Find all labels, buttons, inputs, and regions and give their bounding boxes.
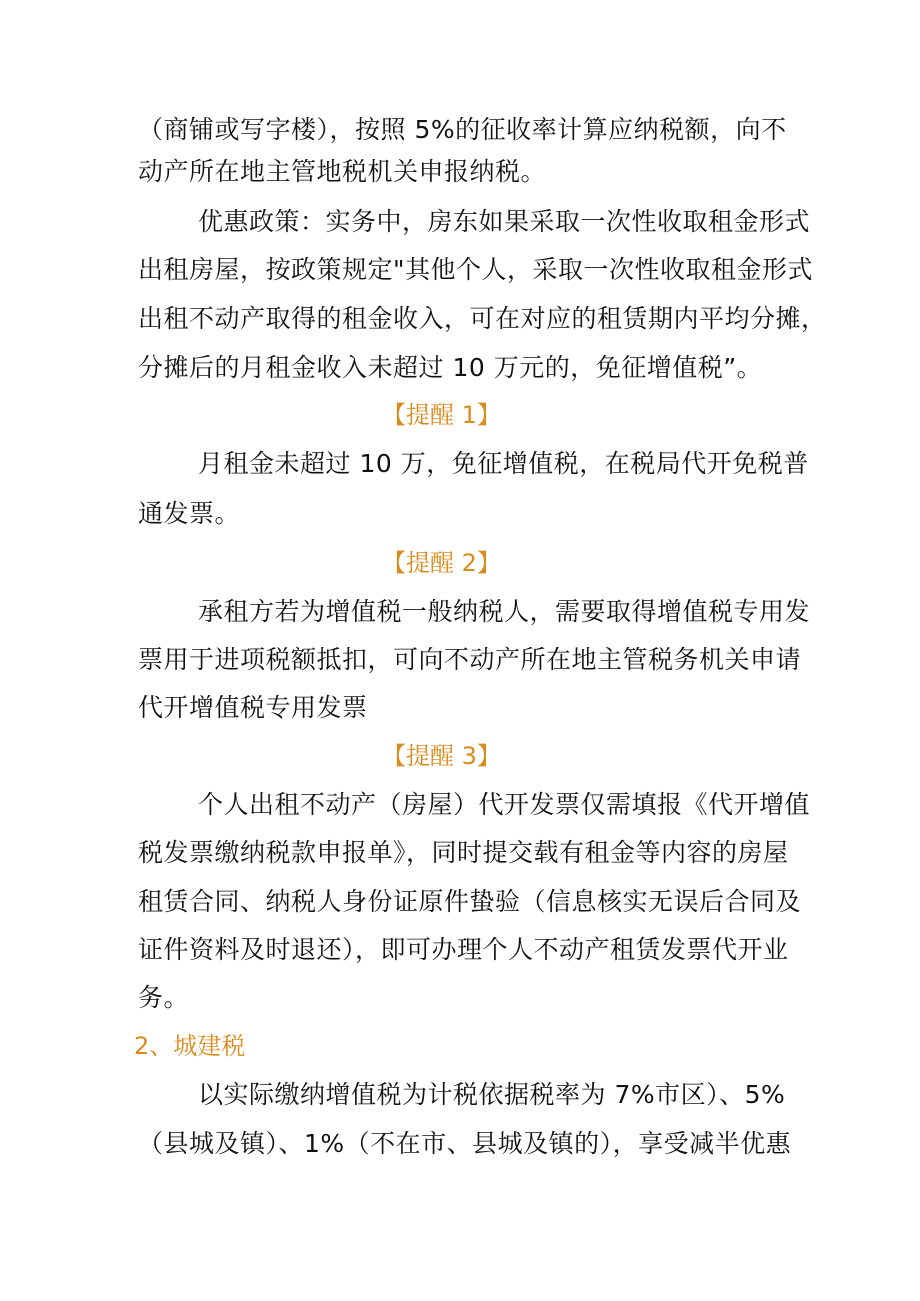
p5-line-2: 税发票缴纳税款申报单》，同时提交载有租金等内容的房屋: [138, 838, 789, 867]
p6-line-1: 以实际缴纳增值税为计税依据税率为 7%市区）、5%: [198, 1080, 786, 1109]
p5-line-1: 个人出租不动产（房屋）代开发票仅需填报《代开增值: [198, 790, 811, 819]
p3-line-1: 月租金未超过 10 万，免征增值税，在税局代开免税普: [198, 449, 809, 478]
p2-line-1: 优惠政策：实务中，房东如果采取一次性收取租金形式: [198, 207, 811, 236]
p5-line-3: 租赁合同、纳税人身份证原件蛰验（信息核实无误后合同及: [138, 887, 802, 916]
p4-line-1: 承租方若为增值税一般纳税人，需要取得增值税专用发: [198, 597, 811, 626]
p5-line-5: 务。: [138, 983, 190, 1012]
reminder-3-heading: 【提醒 3】: [382, 742, 501, 770]
p2-line-4: 分摊后的月租金收入未超过 10 万元的，免征增值税”。: [138, 353, 763, 382]
reminder-1-heading: 【提醒 1】: [382, 401, 501, 429]
p1-line-2: 动产所在地主管地税机关申报纳税。: [138, 157, 547, 186]
p6-line-2: （县城及镇）、1%（不在市、县城及镇的），享受减半优惠: [138, 1129, 792, 1158]
p5-line-4: 证件资料及时退还），即可办理个人不动产租赁发票代开业: [138, 935, 789, 964]
section-2-heading: 2、城建税: [134, 1032, 246, 1060]
p2-line-2: 出租房屋，按政策规定"其他个人，采取一次性收取租金形式: [138, 255, 814, 284]
p1-line-1: （商铺或写字楼），按照 5%的征收率计算应纳税额，向不: [138, 115, 787, 144]
p2-line-3: 出租不动产取得的租金收入，可在对应的租赁期内平均分摊，: [138, 304, 827, 333]
p3-line-2: 通发票。: [138, 499, 241, 528]
p4-line-3: 代开增值税专用发票: [138, 693, 368, 722]
reminder-2-heading: 【提醒 2】: [382, 549, 501, 577]
p4-line-2: 票用于进项税额抵扣，可向不动产所在地主管税务机关申请: [138, 645, 802, 674]
